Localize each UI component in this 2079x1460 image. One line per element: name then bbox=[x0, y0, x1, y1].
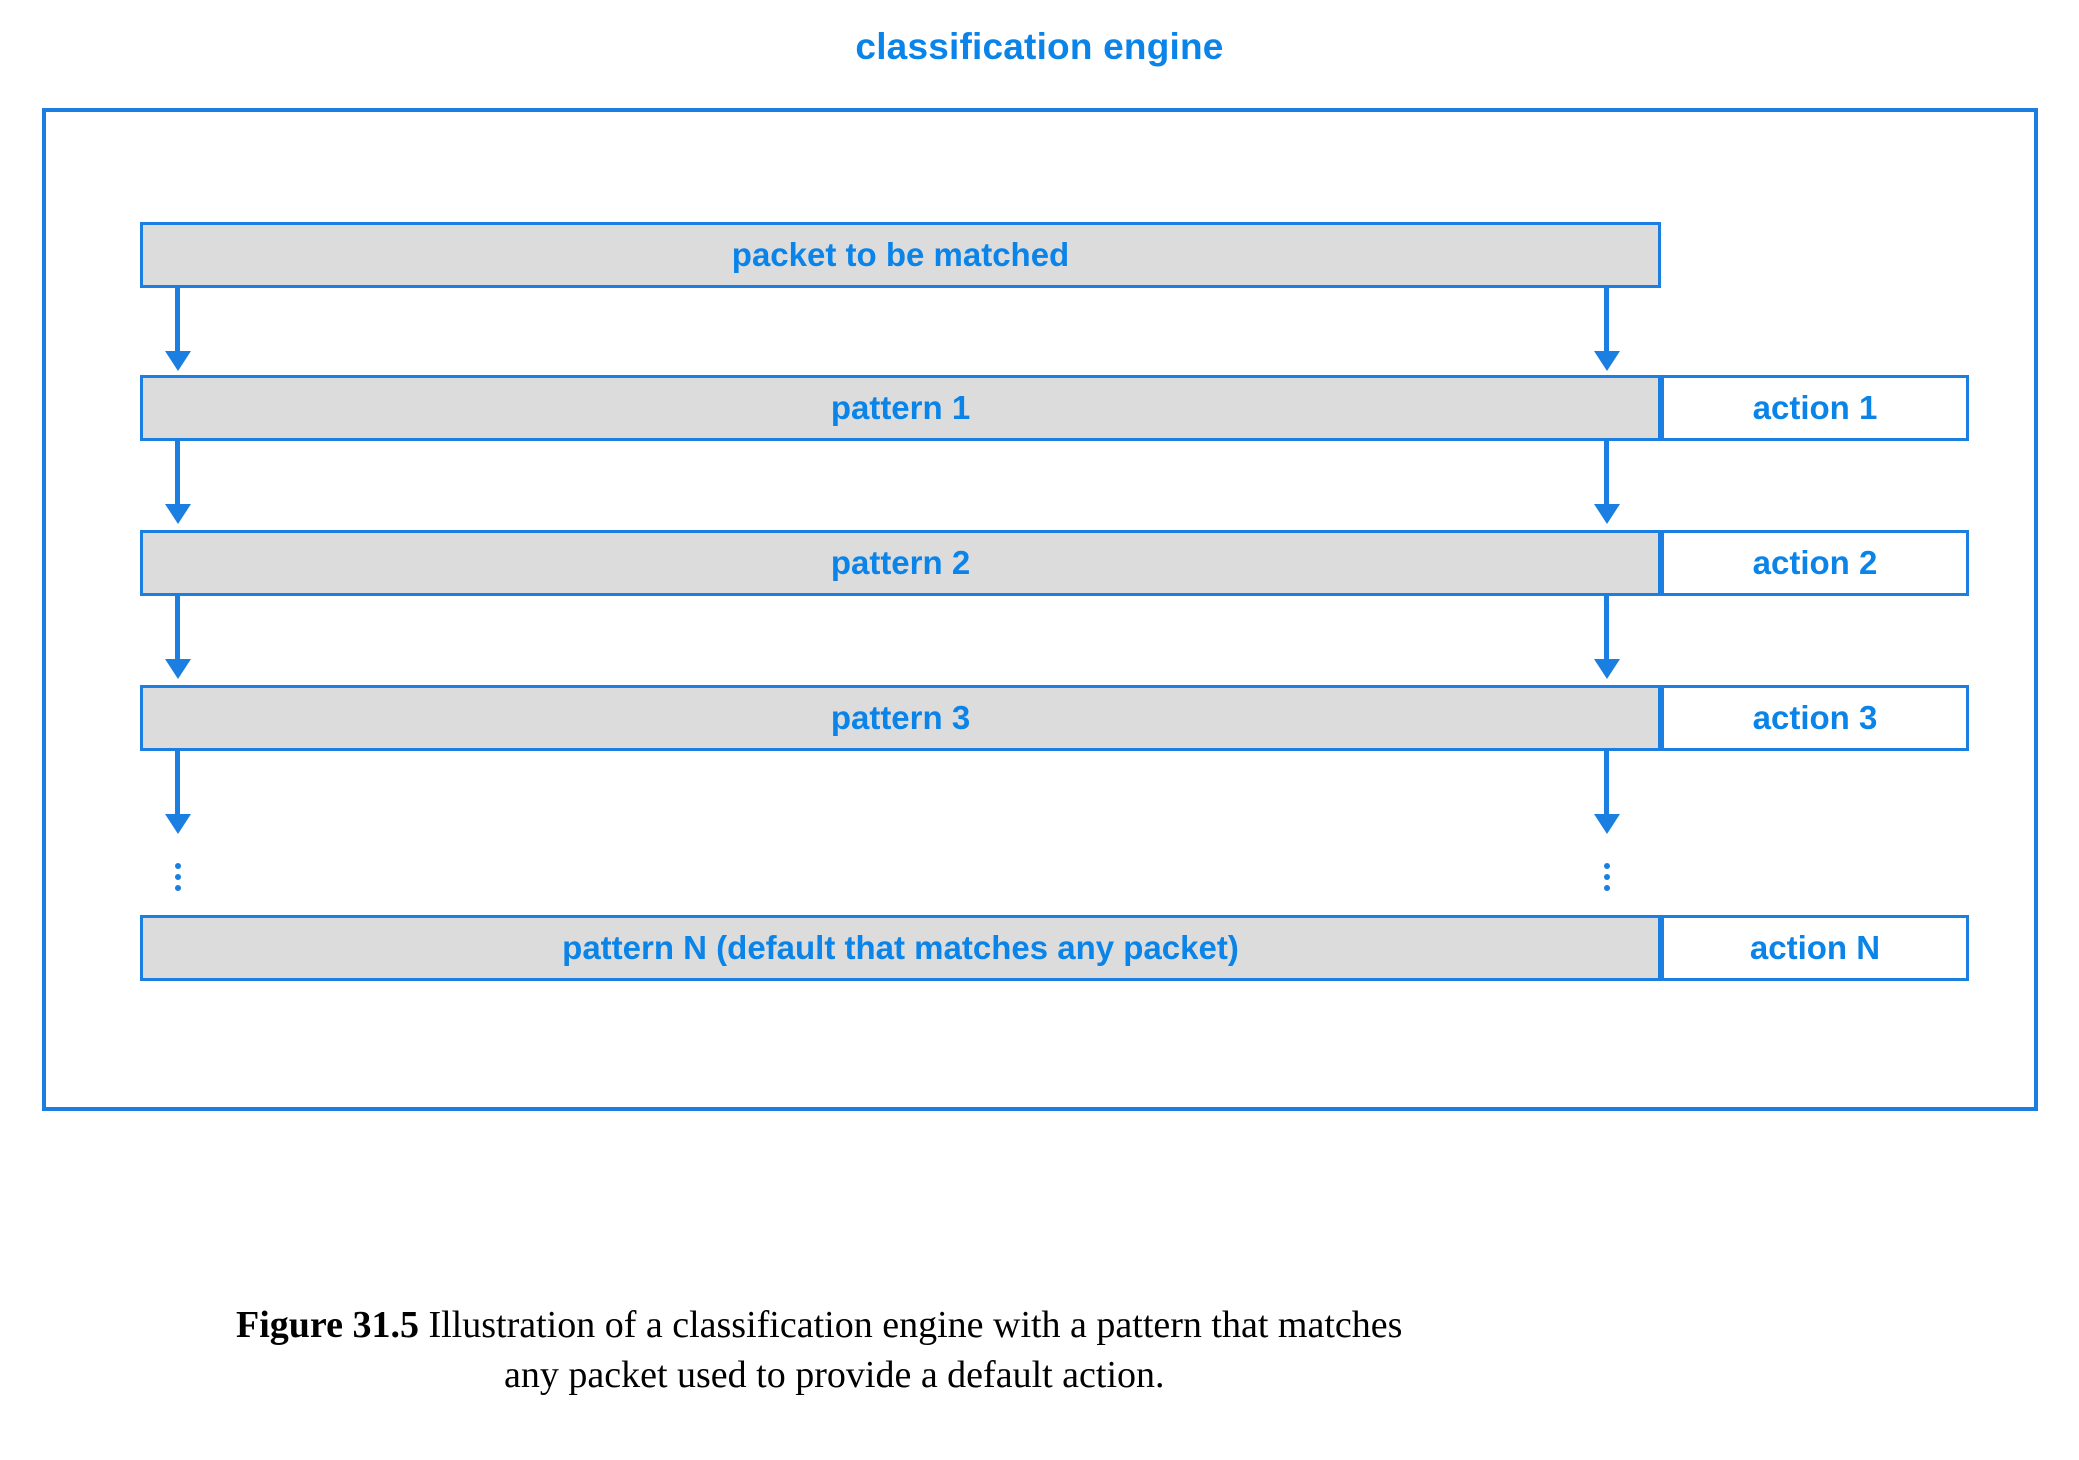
pattern-bar-n: pattern N (default that matches any packet) bbox=[140, 915, 1661, 981]
action-bar-1: action 1 bbox=[1661, 375, 1969, 441]
flow-arrow-right-1 bbox=[1604, 288, 1609, 356]
flow-arrow-left-2 bbox=[175, 441, 180, 509]
flow-arrow-right-3 bbox=[1604, 596, 1609, 664]
flow-arrow-right-4 bbox=[1604, 751, 1609, 819]
vertical-ellipsis-left-icon bbox=[168, 858, 188, 891]
figure-caption-line1: Illustration of a classification engine with a pattern that matches bbox=[428, 1304, 1403, 1346]
figure-caption-label: Figure 31.5 bbox=[236, 1304, 419, 1346]
flow-arrow-left-3 bbox=[175, 596, 180, 664]
pattern-bar-3: pattern 3 bbox=[140, 685, 1661, 751]
action-bar-n: action N bbox=[1661, 915, 1969, 981]
action-bar-3: action 3 bbox=[1661, 685, 1969, 751]
pattern-bar-1: pattern 1 bbox=[140, 375, 1661, 441]
packet-to-be-matched-bar: packet to be matched bbox=[140, 222, 1661, 288]
flow-arrow-left-1 bbox=[175, 288, 180, 356]
engine-title: classification engine bbox=[855, 26, 1224, 67]
flow-arrow-right-2 bbox=[1604, 441, 1609, 509]
figure-caption-line2: any packet used to provide a default action. bbox=[504, 1354, 1165, 1397]
flow-arrow-left-4 bbox=[175, 751, 180, 819]
action-bar-2: action 2 bbox=[1661, 530, 1969, 596]
vertical-ellipsis-right-icon bbox=[1597, 858, 1617, 891]
pattern-bar-2: pattern 2 bbox=[140, 530, 1661, 596]
figure-caption bbox=[236, 1300, 1856, 1400]
